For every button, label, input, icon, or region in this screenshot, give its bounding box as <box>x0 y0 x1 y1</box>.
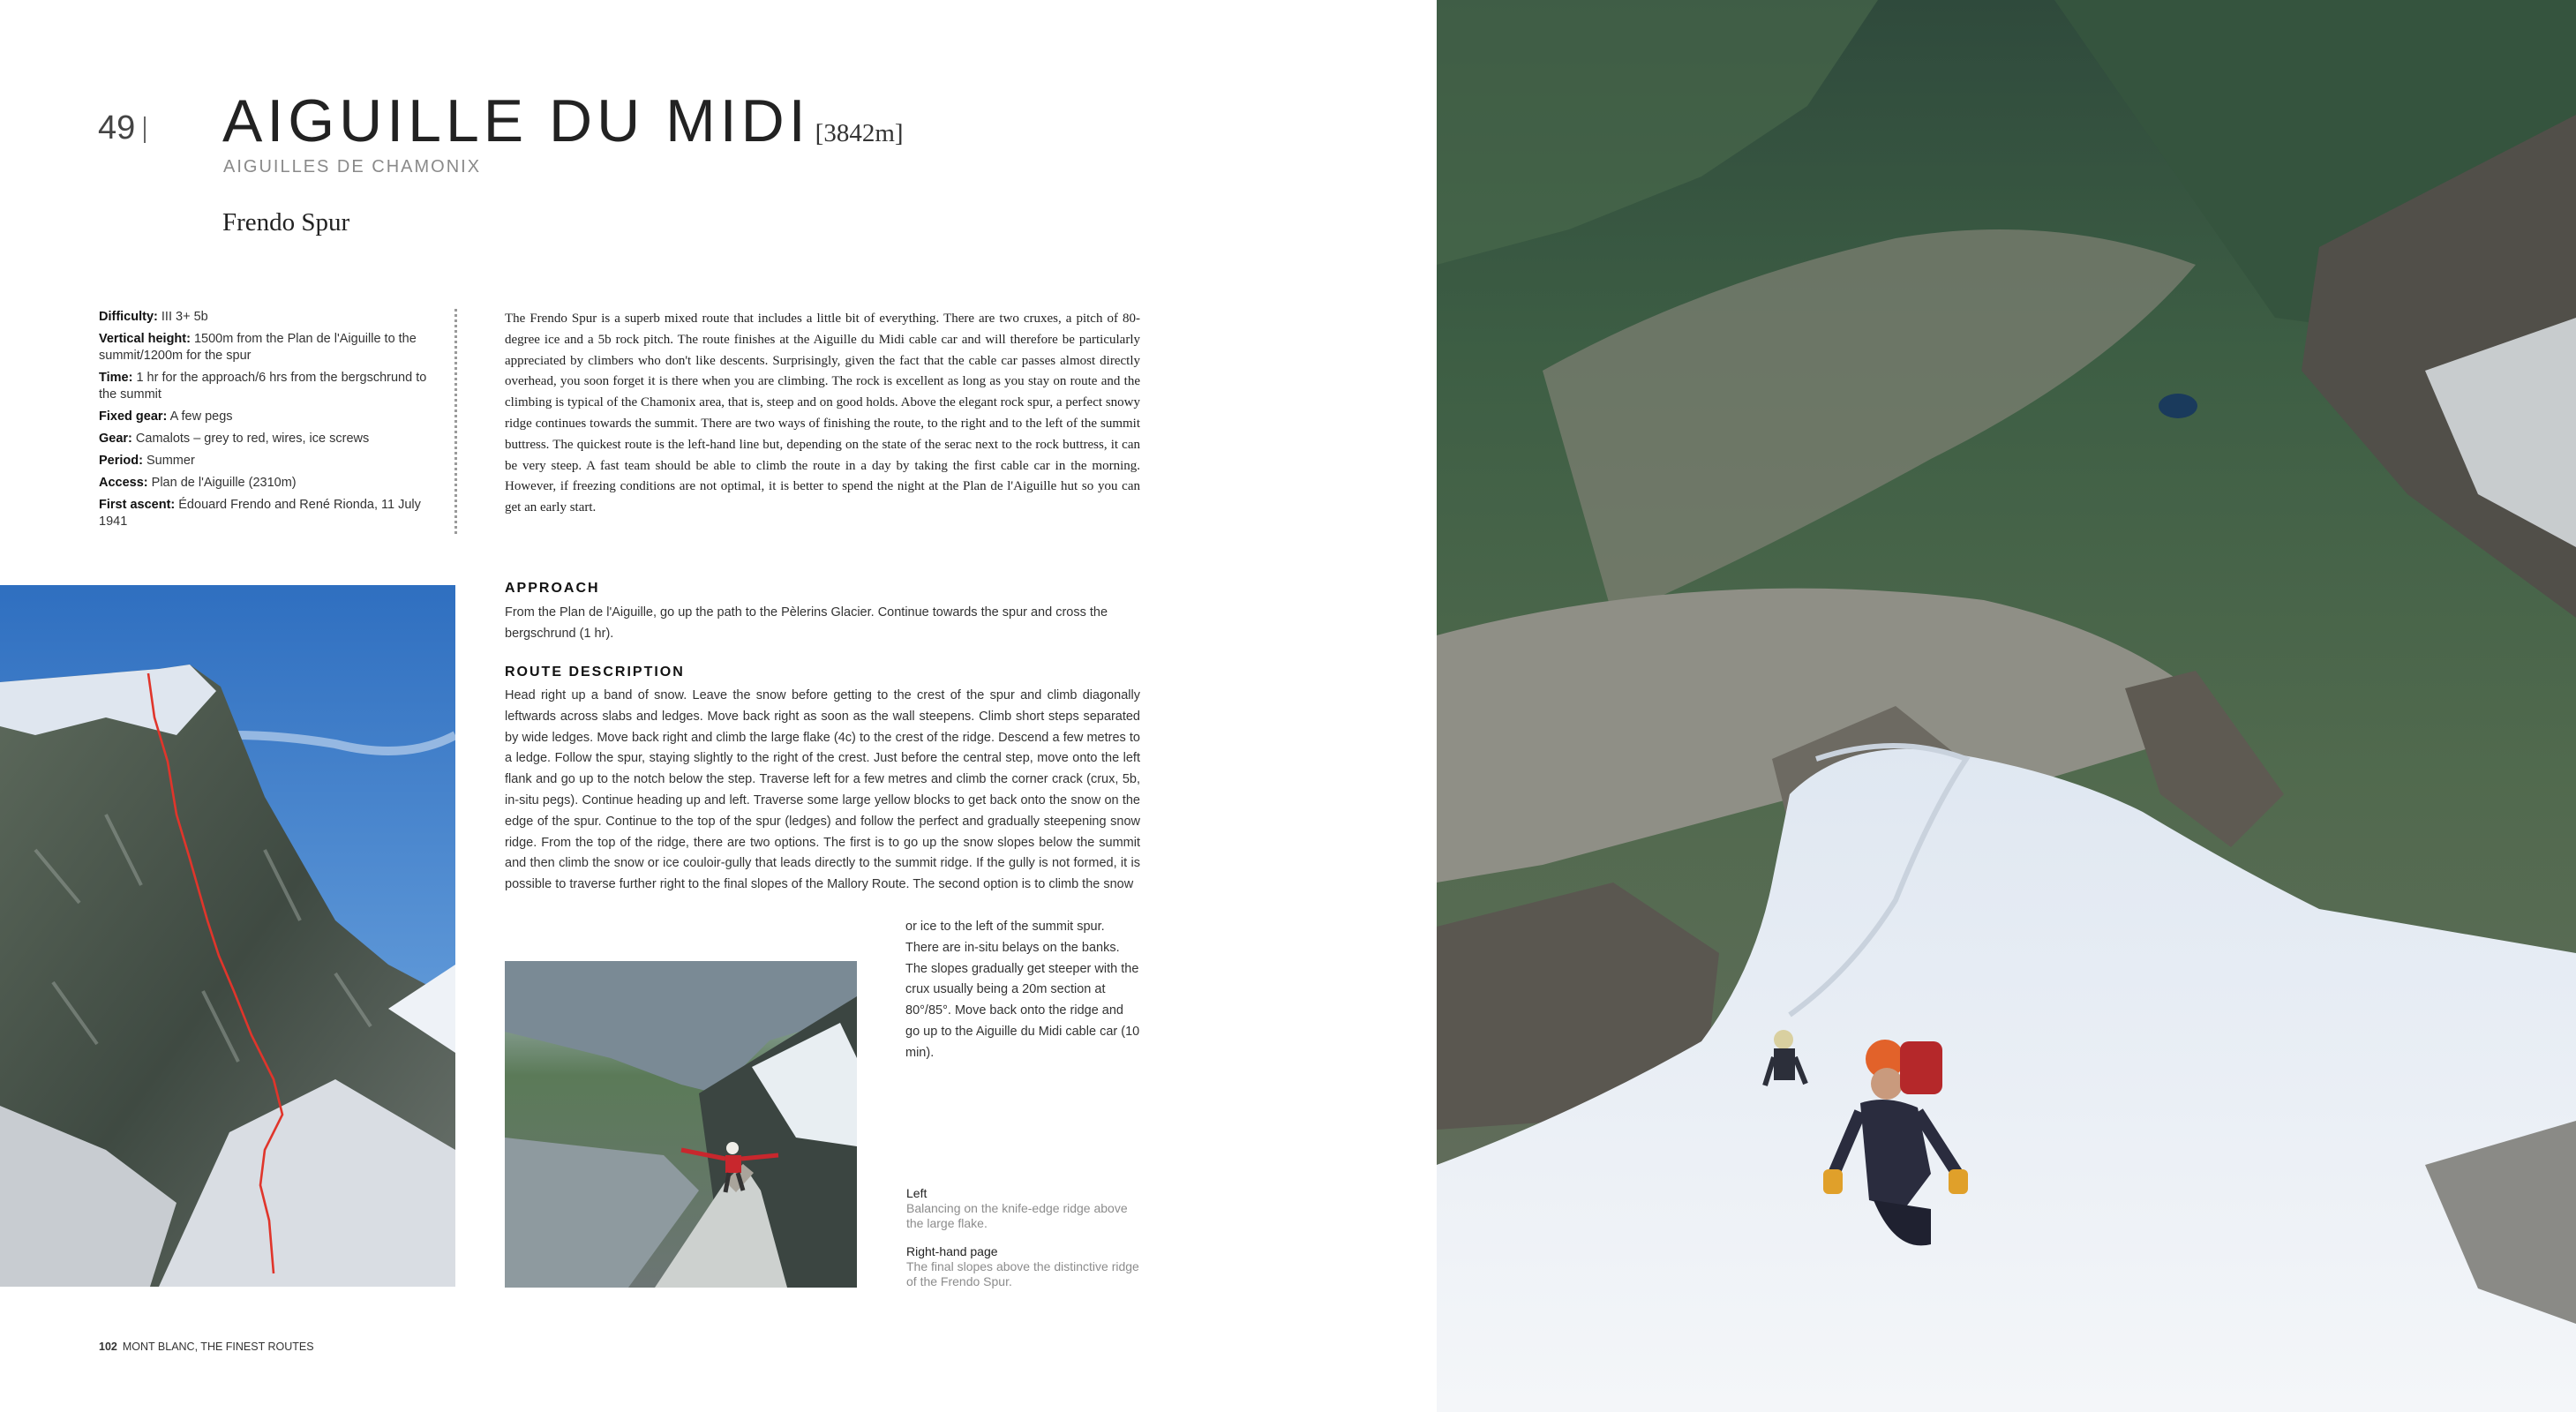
peak-name: AIGUILLE DU MIDI <box>222 87 810 154</box>
spec-row: Access: Plan de l'Aiguille (2310m) <box>99 476 297 490</box>
route-description-continued: or ice to the left of the summit spur. There are in-situ belays on the banks. The slopes gradually get steeper with the crux usually being a 20m section at 80°/85°. Move back onto the ridge and go up to the Aiguille du Midi cable car (10 min). <box>905 920 1140 1060</box>
climbers-snow-slope-photo <box>1437 0 2576 1412</box>
route-number-divider <box>144 116 146 143</box>
approach-text: From the Plan de l'Aiguille, go up the path to the Pèlerins Glacier. Continue towards the spur and cross the bergschrund (1 hr). <box>505 605 1108 641</box>
caption-left: Left Balancing on the knife-edge ridge above the large flake. <box>906 1186 1128 1230</box>
range-subtitle: AIGUILLES DE CHAMONIX <box>223 157 482 176</box>
topo-photo-image <box>0 585 455 1287</box>
lake <box>2159 394 2197 418</box>
route-description-heading: ROUTE DESCRIPTION <box>505 665 685 680</box>
spec-row: Vertical height: 1500m from the Plan de l'Aiguille to the summit/1200m for the spur <box>99 332 417 363</box>
footer-page-number: 102 <box>99 1341 117 1353</box>
spec-row: Gear: Camalots – grey to red, wires, ice screws <box>99 432 370 446</box>
route-specs <box>99 309 430 536</box>
caption-right-hand: Right-hand page The final slopes above the distinctive ridge of the Frendo Spur. <box>906 1244 1139 1288</box>
approach-heading: APPROACH <box>505 581 600 596</box>
peak-altitude: [3842m] <box>815 119 904 147</box>
spec-row: Time: 1 hr for the approach/6 hrs from the bergschrund to the summit <box>99 371 427 402</box>
intro-paragraph: The Frendo Spur is a superb mixed route that includes a little bit of everything. There are two cruxes, a pitch of 80-degree ice and a 5b rock pitch. The route finishes at the Aiguille du Midi cable car and will therefore be particularly appreciated by climbers who don't like descents. Surprisingly, given the fact that the cable car passes almost directly overhead, you soon forget it is there when you are climbing. The rock is excellent as long as you stay on route and the climbing is typical of the Chamonix area, that is, steep and on good holds. Above the elegant rock spur, a perfect snowy ridge continues towards the summit. There are two ways of finishing the route, to the right and to the left of the summit buttress. The quickest route is the left-hand line but, depending on the state of the serac next to the rock buttress, it can be very steep. A fast team should be able to climb the route in a day by taking the first cable car in the morning. However, if freezing conditions are not optimal, it is better to spend the night at the Plan de l'Aiguille hut so you can get an early start. <box>505 312 1140 515</box>
spec-row: Fixed gear: A few pegs <box>99 409 233 424</box>
climbers-snow-slope-image <box>1437 0 2576 1412</box>
specs-divider <box>454 309 457 534</box>
route-name: Frendo Spur <box>222 208 350 237</box>
topo-photo <box>0 585 455 1287</box>
climber-ridge-image <box>505 961 857 1288</box>
route-number: 49 <box>98 109 146 147</box>
climber-ridge-photo <box>505 961 857 1288</box>
footer-book-title: MONT BLANC, THE FINEST ROUTES <box>122 1341 314 1353</box>
route-description-text: Head right up a band of snow. Leave the snow before getting to the crest of the spur and climb diagonally leftwards across slabs and ledges. Move back right as soon as the wall steepens. Climb short steps separated by wide ledges. Move back right and climb the large flake (4c) to the crest of the ridge. Descend a few metres to a ledge. Follow the spur, staying slightly to the right of the crest. Just before the central step, move onto the left flank and go up to the notch below the step. Traverse left for a few metres and climb the corner crack (crux, 5b, in-situ pegs). Continue heading up and left. Traverse some large yellow blocks to get back onto the snow on the edge of the spur. Continue to the top of the spur (ledges) and follow the perfect and gradually steepening snow ridge. From the top of the ridge, there are two options. The first is to go up the snow slopes below the summit and then climb the snow or ice couloir-gully that leads directly to the summit ridge. If the gully is not formed, it is possible to traverse further right to the final slopes of the Mallory Route. The second option is to climb the snow <box>505 688 1140 892</box>
page-title <box>222 86 904 155</box>
spec-row: First ascent: Édouard Frendo and René Rionda, 11 July 1941 <box>99 498 421 529</box>
page-footer <box>99 1341 314 1353</box>
spec-row: Period: Summer <box>99 454 195 468</box>
spec-row: Difficulty: III 3+ 5b <box>99 310 208 324</box>
